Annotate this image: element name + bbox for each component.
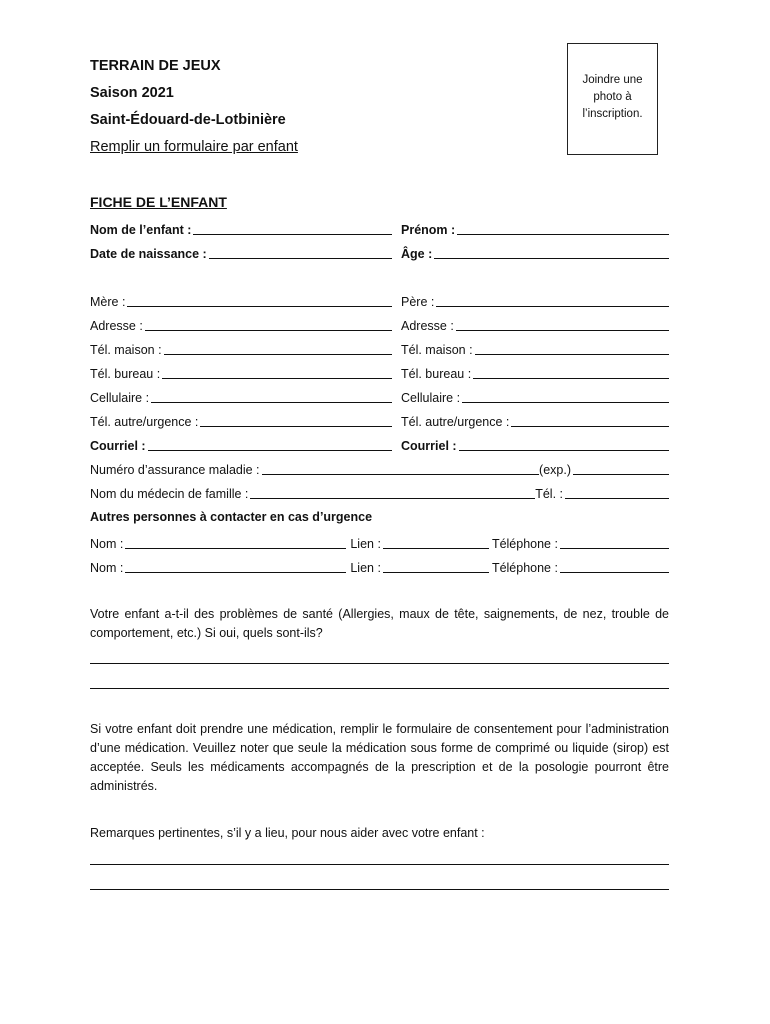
- emergency-contact-row[interactable]: [90, 533, 669, 551]
- child-name-line[interactable]: [193, 221, 392, 235]
- mother-label: Mère :: [90, 295, 126, 309]
- doctor-phone-line[interactable]: [565, 485, 669, 499]
- father-emergency-phone-label: Tél. autre/urgence :: [401, 415, 510, 429]
- contact-phone-line[interactable]: [560, 559, 669, 573]
- child-name-label: Nom de l’enfant :: [90, 223, 192, 237]
- contact-name-label: Nom :: [90, 537, 124, 551]
- father-address-label: Adresse :: [401, 319, 454, 333]
- father-home-phone-label: Tél. maison :: [401, 343, 473, 357]
- expiry-label: (exp.): [539, 463, 571, 477]
- medication-paragraph: Si votre enfant doit prendre une médication, remplir le formulaire de consentement pour l’administration d’une médication. Veuillez noter que seule la médication sous forme de comprimé ou liquide (sirop) est acceptée. Seuls les médicaments accompagnés de la prescription et de la posologie pourront être administrés.: [90, 722, 669, 793]
- mother-work-phone-field[interactable]: [90, 363, 392, 381]
- instruction-subtitle: Remplir un formulaire par enfant: [90, 139, 298, 155]
- mother-email-field[interactable]: [90, 435, 392, 453]
- father-line[interactable]: [436, 293, 669, 307]
- season-label: Saison 2021: [90, 85, 174, 101]
- mother-line[interactable]: [127, 293, 392, 307]
- age-label: Âge :: [401, 247, 433, 261]
- father-home-phone-line[interactable]: [475, 341, 669, 355]
- mother-emergency-phone-label: Tél. autre/urgence :: [90, 415, 199, 429]
- mother-cell-label: Cellulaire :: [90, 391, 150, 405]
- contact-name-line[interactable]: [125, 535, 346, 549]
- health-answer-line[interactable]: [90, 688, 669, 689]
- father-cell-field[interactable]: [401, 387, 669, 405]
- doctor-field[interactable]: [90, 483, 669, 501]
- contact-relation-label: Lien :: [350, 537, 381, 551]
- expiry-line[interactable]: [573, 461, 669, 475]
- contact-phone-line[interactable]: [560, 535, 669, 549]
- contact-name-line[interactable]: [125, 559, 346, 573]
- mother-home-phone-field[interactable]: [90, 339, 392, 357]
- remarks-answer-line[interactable]: [90, 889, 669, 890]
- father-email-label: Courriel :: [401, 439, 457, 453]
- photo-box[interactable]: [567, 43, 658, 155]
- emergency-contacts-title: Autres personnes à contacter en cas d’urgence: [90, 510, 373, 524]
- doctor-line[interactable]: [250, 485, 535, 499]
- contact-phone-label: Téléphone :: [491, 561, 558, 575]
- remarks-answer-line[interactable]: [90, 864, 669, 865]
- mother-address-field[interactable]: [90, 315, 392, 333]
- mother-work-phone-label: Tél. bureau :: [90, 367, 161, 381]
- birthdate-line[interactable]: [209, 245, 392, 259]
- contact-phone-label: Téléphone :: [491, 537, 558, 551]
- contact-relation-line[interactable]: [383, 559, 489, 573]
- father-work-phone-label: Tél. bureau :: [401, 367, 472, 381]
- father-field[interactable]: [401, 291, 669, 309]
- birthdate-label: Date de naissance :: [90, 247, 207, 261]
- father-label: Père :: [401, 295, 435, 309]
- emergency-contact-row[interactable]: [90, 557, 669, 575]
- doctor-phone-label: Tél. :: [535, 487, 563, 501]
- child-firstname-line[interactable]: [457, 221, 669, 235]
- mother-email-label: Courriel :: [90, 439, 146, 453]
- age-line[interactable]: [434, 245, 669, 259]
- father-emergency-phone-line[interactable]: [511, 413, 669, 427]
- father-email-field[interactable]: [401, 435, 669, 453]
- child-firstname-field[interactable]: [401, 219, 669, 237]
- health-answer-line[interactable]: [90, 663, 669, 664]
- photo-box-text: Joindre une photo à l’inscription.: [582, 74, 643, 120]
- father-cell-line[interactable]: [462, 389, 669, 403]
- municipality-label: Saint-Édouard-de-Lotbinière: [90, 112, 286, 128]
- form-title: TERRAIN DE JEUX: [90, 58, 221, 74]
- health-insurance-field[interactable]: [90, 459, 669, 477]
- father-work-phone-field[interactable]: [401, 363, 669, 381]
- mother-address-line[interactable]: [145, 317, 392, 331]
- contact-name-label: Nom :: [90, 561, 124, 575]
- birthdate-field[interactable]: [90, 243, 392, 261]
- father-emergency-phone-field[interactable]: [401, 411, 669, 429]
- health-insurance-line[interactable]: [262, 461, 540, 475]
- mother-emergency-phone-field[interactable]: [90, 411, 392, 429]
- mother-home-phone-line[interactable]: [164, 341, 392, 355]
- father-address-line[interactable]: [456, 317, 669, 331]
- father-address-field[interactable]: [401, 315, 669, 333]
- mother-cell-line[interactable]: [151, 389, 392, 403]
- section-title: FICHE DE L’ENFANT: [90, 194, 227, 210]
- doctor-label: Nom du médecin de famille :: [90, 487, 249, 501]
- contact-relation-label: Lien :: [350, 561, 381, 575]
- mother-address-label: Adresse :: [90, 319, 143, 333]
- age-field[interactable]: [401, 243, 669, 261]
- child-firstname-label: Prénom :: [401, 223, 456, 237]
- father-home-phone-field[interactable]: [401, 339, 669, 357]
- contact-relation-line[interactable]: [383, 535, 489, 549]
- child-name-field[interactable]: [90, 219, 392, 237]
- mother-work-phone-line[interactable]: [162, 365, 392, 379]
- health-question: Votre enfant a-t-il des problèmes de santé (Allergies, maux de tête, saignements, de nez, trouble de comportement, etc.) Si oui, quels sont-ils?: [90, 607, 669, 640]
- mother-emergency-phone-line[interactable]: [200, 413, 392, 427]
- remarks-label: Remarques pertinentes, s’il y a lieu, pour nous aider avec votre enfant :: [90, 826, 485, 840]
- mother-home-phone-label: Tél. maison :: [90, 343, 162, 357]
- father-work-phone-line[interactable]: [473, 365, 669, 379]
- father-email-line[interactable]: [459, 437, 669, 451]
- mother-email-line[interactable]: [148, 437, 392, 451]
- father-cell-label: Cellulaire :: [401, 391, 461, 405]
- mother-field[interactable]: [90, 291, 392, 309]
- health-insurance-label: Numéro d’assurance maladie :: [90, 463, 260, 477]
- mother-cell-field[interactable]: [90, 387, 392, 405]
